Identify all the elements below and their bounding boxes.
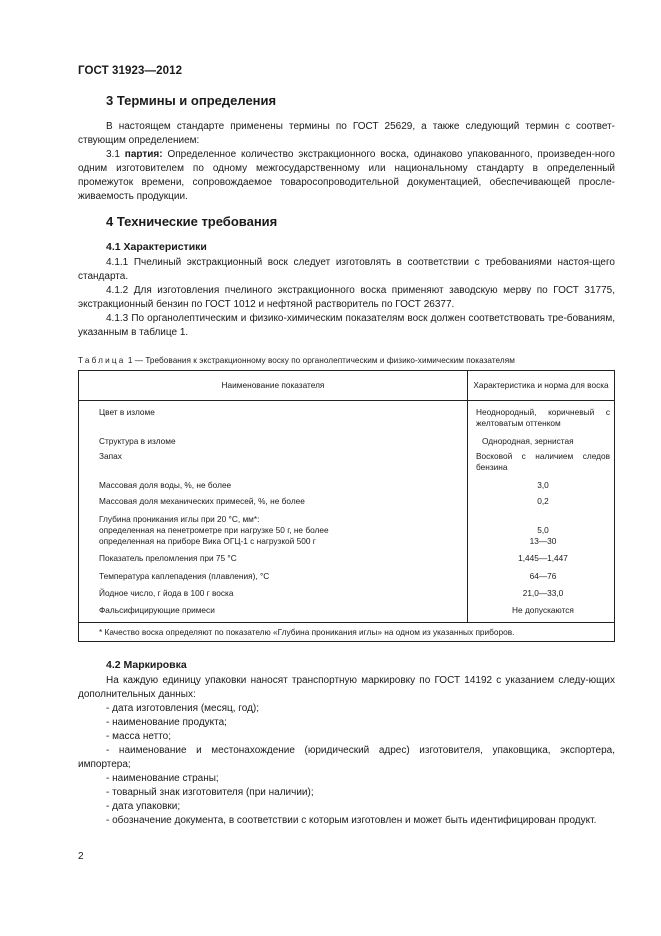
row-name-line: Глубина проникания иглы при 20 °С, мм*: <box>99 514 260 524</box>
row-value: Неоднородный, коричневый с желтоватым оттенком <box>476 407 610 428</box>
list-item: - наименование и местонахождение (юридический адрес) изготовителя, упаковщика, экспортера, импортера; <box>78 745 615 770</box>
table-row <box>79 448 615 477</box>
paragraph-4-1-2: 4.1.2 Для изготовления пчелиного экстракционного воска применяют заводскую мерву по ГОСТ 31775, экстракционный бензин по ГОСТ 1012 и нефтяной растворитель по ГОСТ 26377. <box>78 285 615 310</box>
paragraph-4-1-3: 4.1.3 По органолептическим и физико-химическим показателям воск должен соответствовать тре-бованиям, указанным в таблице 1. <box>78 313 615 338</box>
list-item: - наименование страны; <box>106 773 219 784</box>
table-row <box>79 565 615 583</box>
row-value: Не допускаются <box>512 605 574 615</box>
list-item: - товарный знак изготовителя (при наличии); <box>106 787 314 798</box>
row-name: Фальсифицирующие примеси <box>79 600 468 623</box>
row-value: 0,2 <box>537 496 549 506</box>
marking-list <box>78 702 615 828</box>
row-value: 1,445—1,447 <box>518 553 568 563</box>
row-name-line: определенная на пенетрометре при нагрузке 50 г, не более <box>99 525 329 535</box>
term-definition-text: Определенное количество экстракционного воска, одинаково упакованного, произведен-ного одним изготовителем по одному межгосударственному или национальному стандарту в определенный промежуток времени, сопровождаемое товаросопроводительной документацией, обеспечивающей просле-живаемость продукции. <box>78 149 615 202</box>
row-value: Восковой с наличием следов бензина <box>476 451 610 472</box>
table-caption-label: Таблица <box>78 356 126 365</box>
row-name: Запах <box>79 448 468 477</box>
requirements-table <box>78 370 615 642</box>
row-value-line: 5,0 <box>537 525 549 535</box>
paragraph-4-1-1: 4.1.1 Пчелиный экстракционный воск следует изготовлять в соответствии с требованиями настоя-щего стандарта. <box>78 257 615 282</box>
row-name: Массовая доля механических примесей, %, не более <box>79 492 468 508</box>
table-row <box>79 433 615 448</box>
row-value: Однородная, зернистая <box>482 436 574 446</box>
row-value <box>468 508 615 548</box>
row-value: 64—76 <box>529 571 557 581</box>
list-item: - масса нетто; <box>106 731 172 742</box>
table-row <box>79 508 615 548</box>
row-name: Температура каплепадения (плавления), °С <box>79 565 468 583</box>
term-number: 3.1 <box>106 149 120 160</box>
list-item: - наименование продукта; <box>106 717 227 728</box>
document-code-header: ГОСТ 31923—2012 <box>78 65 183 77</box>
row-value: 21,0—33,0 <box>522 588 564 598</box>
column-header-norm: Характеристика и норма для воска <box>468 371 615 401</box>
term-definition <box>78 148 615 204</box>
section-3-title: 3 Термины и определения <box>106 93 277 108</box>
table-row <box>79 548 615 565</box>
row-name: Структура в изломе <box>79 433 468 448</box>
row-name: Йодное число, г йода в 100 г воска <box>79 583 468 600</box>
list-item: - дата упаковки; <box>106 801 181 812</box>
table-row <box>79 583 615 600</box>
row-name <box>79 508 468 548</box>
list-item: - обозначение документа, в соответствии с которым изготовлен и может быть идентифицирован продукт. <box>106 815 597 826</box>
row-value: 3,0 <box>537 480 549 490</box>
row-value-line: 13—30 <box>529 536 557 546</box>
table-row <box>79 477 615 492</box>
table-row <box>79 600 615 623</box>
table-caption-text: 1 — Требования к экстракционному воску по органолептическим и физико-химическим показателям <box>127 356 515 365</box>
term-word: партия: <box>124 149 163 160</box>
table-row <box>79 492 615 508</box>
page-number: 2 <box>78 851 84 862</box>
table-footnote: * Качество воска определяют по показателю «Глубина проникания иглы» на одном из указанных приборов. <box>79 623 615 642</box>
row-name: Показатель преломления при 75 °С <box>79 548 468 565</box>
table-header-row <box>79 371 615 401</box>
table-caption <box>78 356 515 365</box>
row-name-line: определенная на приборе Вика ОГЦ-1 с нагрузкой 500 г <box>99 536 316 546</box>
section-3-intro: В настоящем стандарте применены термины по ГОСТ 25629, а также следующий термин с соответ-ствующим определением: <box>78 121 615 146</box>
section-4-title: 4 Технические требования <box>106 214 278 229</box>
table-row <box>79 401 615 434</box>
subsection-4-2-title: 4.2 Маркировка <box>106 659 187 671</box>
row-name: Массовая доля воды, %, не более <box>79 477 468 492</box>
column-header-indicator: Наименование показателя <box>79 371 468 401</box>
list-item: - дата изготовления (месяц, год); <box>106 703 260 714</box>
section-4-2-intro: На каждую единицу упаковки наносят транспортную маркировку по ГОСТ 14192 с указанием следу-ющих дополнительных данных: <box>78 675 615 700</box>
table-footnote-row <box>79 623 615 642</box>
row-name: Цвет в изломе <box>79 401 468 434</box>
subsection-4-1-title: 4.1 Характеристики <box>106 241 207 253</box>
